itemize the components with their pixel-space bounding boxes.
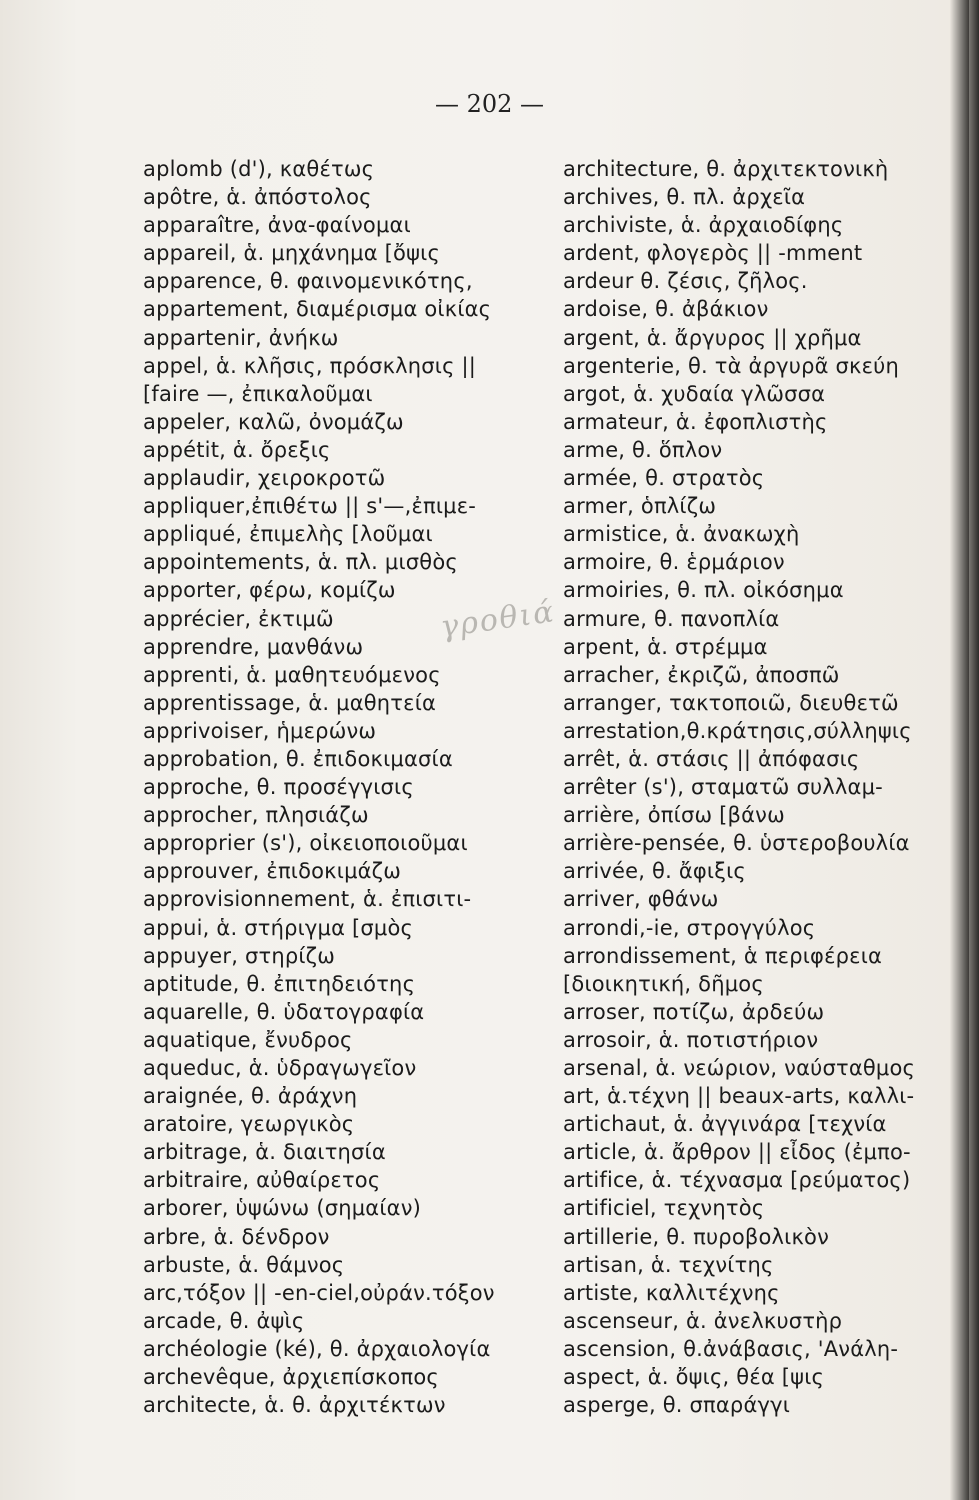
dictionary-entry: armoire, θ. ἑρμάριον: [563, 550, 785, 575]
dictionary-entry: ardent, φλογερὸς || -mment: [563, 241, 863, 266]
dictionary-entry: arsenal, ἁ. νεώριον, ναύσταθμος: [563, 1056, 916, 1080]
dictionary-entry: approvisionnement, ἁ. ἐπισιτι-: [143, 887, 472, 912]
dictionary-entry: artifice, ἁ. τέχνασμα [ρεύματος): [563, 1168, 911, 1193]
dictionary-entry: arrêter (s'), σταματῶ συλλαμ-: [563, 775, 883, 800]
dictionary-entry: arroser, ποτίζω, ἀρδεύω: [563, 999, 825, 1024]
dictionary-entry: apporter, φέρω, κομίζω: [143, 578, 396, 603]
dictionary-entry: armistice, ἁ. ἀνακωχὴ: [563, 522, 800, 547]
page-number: — 202 —: [434, 90, 545, 118]
dictionary-entry: appartenir, ἀνήκω: [143, 325, 339, 350]
dictionary-entry: aptitude, θ. ἐπιτηδειότης: [143, 971, 416, 996]
dictionary-entry: appartement, διαμέρισμα οἰκίας: [143, 297, 492, 322]
dictionary-entry: armateur, ἁ. ἐφοπλιστὴς: [563, 409, 828, 434]
dictionary-entry: argenterie, θ. τὰ ἀργυρᾶ σκεύη: [563, 353, 900, 378]
dictionary-entry: arrosoir, ἁ. ποτιστήριον: [563, 1027, 819, 1052]
dictionary-entry: apparence, θ. φαινομενικότης,: [143, 269, 473, 294]
dictionary-entry: artillerie, θ. πυροβολικὸν: [563, 1224, 830, 1249]
dictionary-entry: armure, θ. πανοπλία: [563, 606, 780, 631]
handwritten-note: γροθιά: [438, 594, 558, 645]
dictionary-entry: appétit, ἁ. ὄρεξις: [143, 437, 331, 462]
dictionary-entry: approuver, ἐπιδοκιμάζω: [143, 859, 402, 884]
dictionary-entry: [διοικητική, δῆμος: [563, 971, 764, 996]
dictionary-entry: approche, θ. προσέγγισις: [143, 775, 414, 800]
dictionary-entry: arrêt, ἁ. στάσις || ἀπόφασις: [563, 746, 860, 771]
dictionary-entry: appel, ἁ. κλῆσις, πρόσκλησις ||: [143, 353, 477, 378]
dictionary-entry: arrestation,θ.κράτησις,σύλληψις: [563, 718, 912, 743]
dictionary-entry: aquarelle, θ. ὑδατογραφία: [143, 999, 425, 1024]
dictionary-entry: apprenti, ἁ. μαθητευόμενος: [143, 662, 441, 687]
dictionary-entry: araignée, θ. ἀράχνη: [143, 1084, 358, 1109]
dictionary-entry: archives, θ. πλ. ἀρχεῖα: [563, 185, 806, 210]
dictionary-entry: arme, θ. ὅπλον: [563, 437, 723, 462]
dictionary-entry: apprécier, ἐκτιμῶ: [143, 606, 334, 631]
dictionary-entry: apprentissage, ἁ. μαθητεία: [143, 690, 437, 715]
dictionary-entry: art, ἁ.τέχνη || beaux-arts, καλλι-: [563, 1084, 915, 1109]
dictionary-entry: arc,τόξον || -en-ciel,οὐράν.τόξον: [143, 1280, 495, 1305]
dictionary-entry: architecture, θ. ἀρχιτεκτονικὴ: [563, 157, 889, 181]
dictionary-entry: arbitrage, ἁ. διαιτησία: [143, 1140, 386, 1165]
dictionary-entry: aqueduc, ἁ. ὑδραγωγεῖον: [143, 1056, 417, 1080]
dictionary-entry: archevêque, ἀρχιεπίσκοπος: [143, 1365, 439, 1390]
dictionary-entry: [faire —, ἐπικαλοῦμαι: [143, 381, 373, 406]
dictionary-entry: arrivée, θ. ἄφιξις: [563, 859, 746, 884]
dictionary-entry: ardoise, θ. ἀβάκιον: [563, 297, 769, 322]
dictionary-entry: arranger, τακτοποιῶ, διευθετῶ: [563, 690, 899, 715]
dictionary-entry: artisan, ἁ. τεχνίτης: [563, 1252, 774, 1277]
left-column: [143, 155, 553, 1419]
dictionary-entry: ardeur θ. ζέσις, ζῆλος.: [563, 269, 808, 294]
dictionary-entry: arpent, ἁ. στρέμμα: [563, 634, 768, 659]
dictionary-entry: arriver, φθάνω: [563, 887, 719, 912]
dictionary-entry: ascenseur, ἁ. ἀνελκυστὴρ: [563, 1308, 843, 1333]
dictionary-entry: artiste, καλλιτέχνης: [563, 1280, 780, 1305]
dictionary-entry: appuyer, στηρίζω: [143, 943, 336, 968]
dictionary-entry: armer, ὁπλίζω: [563, 494, 717, 519]
dictionary-entry: artificiel, τεχνητὸς: [563, 1196, 765, 1221]
dictionary-entry: appui, ἁ. στήριγμα [σμὸς: [143, 915, 414, 940]
dictionary-entry: aquatique, ἔνυδρος: [143, 1027, 353, 1052]
dictionary-entry: aspect, ἁ. ὄψις, θέα [ψις: [563, 1365, 825, 1390]
dictionary-entry: arborer, ὑψώνω (σημαίαν): [143, 1196, 422, 1221]
dictionary-entry: armoiries, θ. πλ. οἰκόσημα: [563, 578, 844, 603]
dictionary-entry: arrondissement, ἁ περιφέρεια: [563, 943, 883, 968]
dictionary-entry: appliquer,ἐπιθέτω || s'—,ἐπιμε-: [143, 494, 477, 519]
dictionary-entry: apprendre, μανθάνω: [143, 634, 364, 659]
dictionary-entry: article, ἁ. ἄρθρον || εἶδος (ἐμπο-: [563, 1140, 911, 1165]
dictionary-entry: applaudir, χειροκροτῶ: [143, 466, 386, 491]
dictionary-entry: arrière, ὀπίσω [βάνω: [563, 803, 785, 828]
dictionary-entry: apôtre, ἁ. ἀπόστολος: [143, 185, 372, 210]
dictionary-entry: appointements, ἁ. πλ. μισθὸς: [143, 550, 458, 575]
dictionary-entry: aplomb (d'), καθέτως: [143, 157, 375, 181]
dictionary-entry: appareil, ἁ. μηχάνημα [ὄψις: [143, 241, 440, 266]
dictionary-entry: artichaut, ἁ. ἀγγινάρα [τεχνία: [563, 1112, 887, 1137]
dictionary-entry: approprier (s'), οἰκειοποιοῦμαι: [143, 831, 468, 856]
dictionary-entry: argent, ἁ. ἄργυρος || χρῆμα: [563, 325, 862, 350]
dictionary-entry: arcade, θ. ἀψὶς: [143, 1308, 305, 1333]
dictionary-entry: arbre, ἁ. δένδρον: [143, 1224, 330, 1249]
dictionary-entry: arbitraire, αὐθαίρετος: [143, 1168, 381, 1193]
dictionary-entry: appeler, καλῶ, ὀνομάζω: [143, 409, 404, 434]
dictionary-entry: appliqué, ἐπιμελὴς [λοῦμαι: [143, 522, 433, 547]
dictionary-entry: aratoire, γεωργικὸς: [143, 1112, 355, 1137]
dictionary-entry: arbuste, ἁ. θάμνος: [143, 1252, 345, 1277]
dictionary-entry: arrière-pensée, θ. ὑστεροβουλία: [563, 831, 910, 856]
dictionary-entry: armée, θ. στρατὸς: [563, 466, 765, 491]
dictionary-entry: approbation, θ. ἐπιδοκιμασία: [143, 746, 453, 771]
dictionary-entry: arrondi,-ie, στρογγύλος: [563, 915, 816, 940]
dictionary-entry: apparaître, ἀνα-φαίνομαι: [143, 213, 411, 238]
right-column: [563, 155, 975, 1419]
dictionary-entry: arracher, ἐκριζῶ, ἀποσπῶ: [563, 662, 840, 687]
dictionary-entry: architecte, ἁ. θ. ἀρχιτέκτων: [143, 1393, 446, 1418]
dictionary-entry: argot, ἁ. χυδαία γλῶσσα: [563, 381, 826, 406]
page-edge: [969, 0, 979, 1500]
dictionary-entry: approcher, πλησιάζω: [143, 803, 369, 828]
dictionary-entry: apprivoiser, ἡμερώνω: [143, 718, 377, 743]
dictionary-entry: ascension, θ.ἀνάβασις, 'Ανάλη-: [563, 1336, 899, 1361]
dictionary-entry: archéologie (ké), θ. ἀρχαιολογία: [143, 1336, 491, 1361]
dictionary-entry: asperge, θ. σπαράγγι: [563, 1393, 791, 1418]
dictionary-entry: archiviste, ἁ. ἀρχαιοδίφης: [563, 213, 844, 238]
